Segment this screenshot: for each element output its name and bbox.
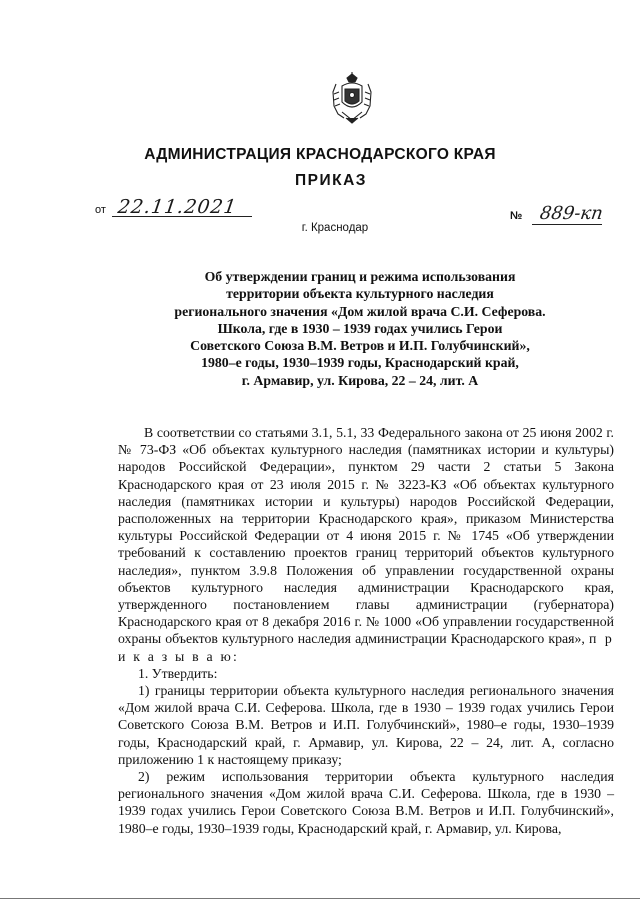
item-1-1: 1) границы территории объекта культурного наследия регионального значения «Дом жилой врача С.И. Сеферова. Школа, где в 1930 – 1939 годах учились Герои Советского Союза В.М. Ветров и И.П. Голубчинский», 1980–е годы, 1930–1939 годы, Краснодарский край, г. Армавир, ул. Кирова, 22 – 24, лит. А, согласно приложению 1 к настоящему приказу; <box>118 683 614 767</box>
title-line: г. Армавир, ул. Кирова, 22 – 24, лит. А <box>241 372 479 388</box>
preamble-paragraph <box>118 424 614 665</box>
handwritten-date: 22.11.2021 <box>116 196 239 218</box>
preamble-text: В соответствии со статьями 3.1, 5.1, 33 Федерального закона от 25 июня 2002 г. № 73-ФЗ «Об объектах культурного наследия (памятниках истории и культуры) народов Российской Федерации», пунктом 29 части 2 статьи 5 Закона Краснодарского края от 23 июля 2015 г. № 3223-КЗ «Об объектах культурного наследия (памятниках истории и культуры) народов Российской Федерации, расположенных на территории Краснодарского края», приказом Министерства культуры Российской Федерации от 4 июня 2015 г. № 1745 «Об утверждении требований к составлению проектов границ территорий объектов культурного наследия», пунктом 3.9.8 Положения об управлении государственной охраны объектов культурного наследия администрации Краснодарского края, утвержденного постановлением главы администрации (губернатора) Краснодарского края от 8 декабря 2016 г. № 1000 «Об управлении государственной охраны объектов культурного наследия администрации Краснодарского края», <box>118 425 614 647</box>
page-bottom-edge <box>0 898 640 899</box>
item-1-2: 2) режим использования территории объекта культурного наследия регионального значения «Дом жилой врача С.И. Сеферова. Школа, где в 1930 – 1939 годах учились Герои Советского Союза В.М. Ветров и И.П. Голубчинский», 1980–е годы, 1930–1939 годы, Краснодарский край, г. Армавир, ул. Кирова, <box>118 769 614 836</box>
title-line: Школа, где в 1930 – 1939 годах учились Герои <box>217 320 503 336</box>
date-underline <box>112 216 252 217</box>
number-underline <box>532 224 602 225</box>
document-type-heading: ПРИКАЗ <box>295 172 367 189</box>
document-title <box>130 268 590 389</box>
coat-of-arms-emblem <box>330 72 374 124</box>
title-line: территории объекта культурного наследия <box>226 286 494 302</box>
title-line: регионального значения «Дом жилой врача С.И. Сеферова. <box>174 303 546 319</box>
organization-heading: АДМИНИСТРАЦИЯ КРАСНОДАРСКОГО КРАЯ <box>144 146 496 163</box>
date-label: от <box>95 204 106 216</box>
handwritten-number: 889-кп <box>538 203 605 224</box>
city-line: г. Краснодар <box>301 222 369 234</box>
title-line: 1980–е годы, 1930–1939 годы, Краснодарский край, <box>201 355 519 371</box>
item-1: 1. Утвердить: <box>138 665 218 681</box>
number-label: № <box>510 210 523 222</box>
title-line: Об утверждении границ и режима использования <box>204 269 516 284</box>
document-body <box>118 424 614 837</box>
title-line: Советского Союза В.М. Ветров и И.П. Голубчинский», <box>190 338 530 354</box>
order-word: п р и к а з ы в а ю: <box>118 631 614 664</box>
